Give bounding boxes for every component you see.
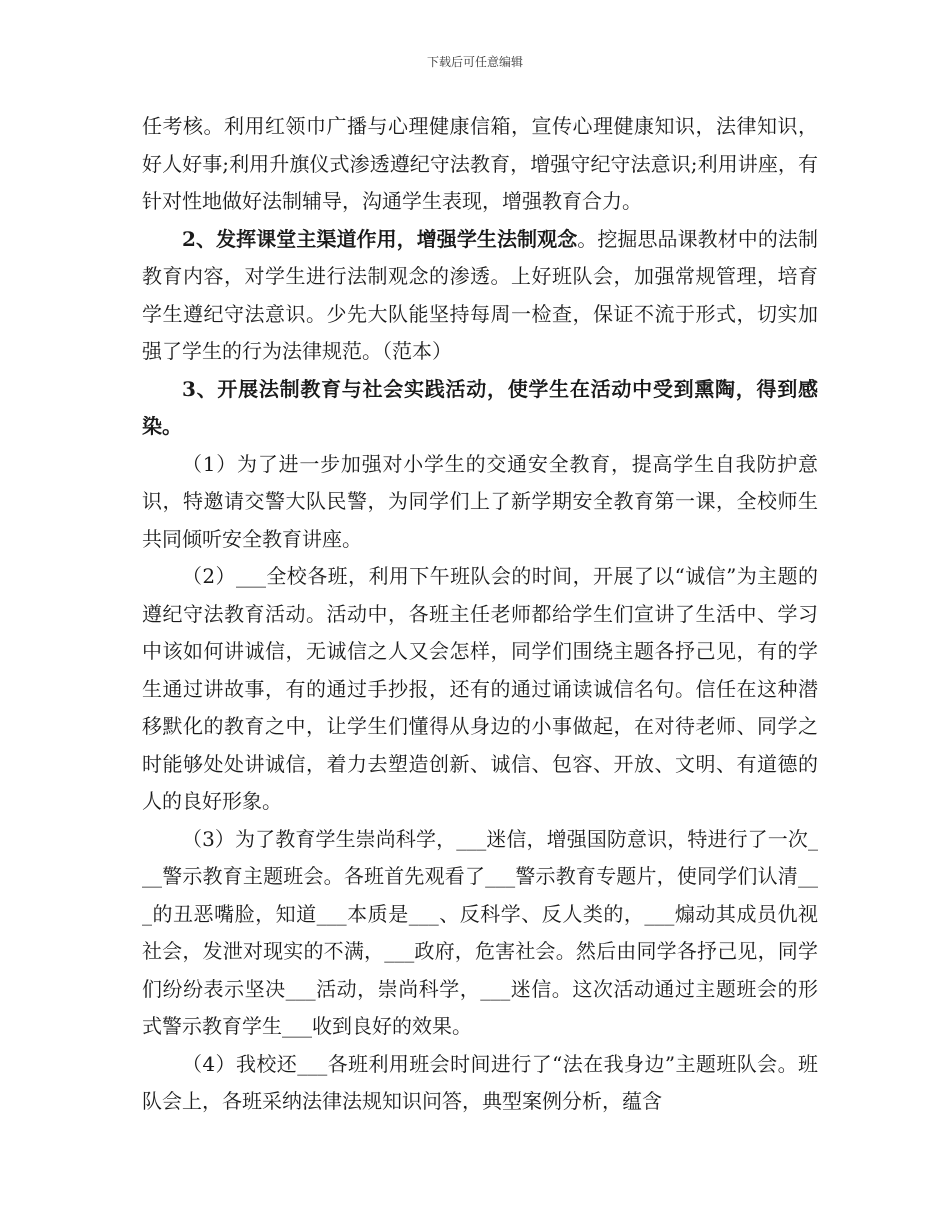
paragraph-1-text: 任考核。利用红领巾广播与心理健康信箱，宣传心理健康知识，法律知识，好人好事;利用升旗仪式渗透遵纪守法教育，增强守纪守法意识;利用讲座，有针对性地做好法制辅导，沟通学生表现，增强教育合力。 [142, 114, 818, 213]
page-header: 下载后可任意编辑 [426, 55, 523, 69]
document-body [142, 108, 818, 1121]
section-heading-3: 3、开展法制教育与社会实践活动，使学生在活动中受到熏陶，得到感染。 [142, 376, 818, 438]
paragraph-1 [142, 108, 818, 221]
section-heading-2: 2、发挥课堂主渠道作用，增强学生法制观念 [182, 226, 578, 251]
paragraph-5 [142, 558, 818, 821]
paragraph-4-text: （1）为了进一步加强对小学生的交通安全教育，提高学生自我防护意识，特邀请交警大队民警，为同学们上了新学期安全教育第一课，全校师生共同倾听安全教育讲座。 [142, 451, 818, 551]
paragraph-6 [142, 821, 818, 1046]
paragraph-7 [142, 1046, 818, 1121]
paragraph-7-text: （4）我校还___各班利用班会时间进行了“法在我身边”主题班队会。班队会上，各班采纳法律法规知识问答，典型案例分析，蕴含 [142, 1051, 818, 1113]
paragraph-5-text: （2）___全校各班，利用下午班队会的时间，开展了以“诚信”为主题的遵纪守法教育活动。活动中，各班主任老师都给学生们宣讲了生活中、学习中该如何讲诚信，无诚信之人又会怎样，同学们围绕主题各抒己见，有的学生通过讲故事，有的通过手抄报，还有的通过诵读诚信名句。信任在这种潜移默化的教育之中，让学生们懂得从身边的小事做起，在对待老师、同学之时能够处处讲诚信，着力去塑造创新、诚信、包容、开放、文明、有道德的人的良好形象。 [142, 564, 818, 813]
paragraph-6-text: （3）为了教育学生崇尚科学，___迷信，增强国防意识，特进行了一次___警示教育主题班会。各班首先观看了___警示教育专题片，使同学们认清___的丑恶嘴脸，知道___本质是___、反科学、反人类的，___煽动其成员仇视社会，发泄对现实的不满，___政府，危害社会。然后由同学各抒己见，同学们纷纷表示坚决___活动，崇尚科学，___迷信。这次活动通过主题班会的形式警示教育学生___收到良好的效果。 [142, 826, 818, 1038]
paragraph-3 [142, 371, 818, 446]
paragraph-2 [142, 221, 818, 371]
paragraph-2-text: 。挖掘思品课教材中的法制教育内容，对学生进行法制观念的渗透。上好班队会，加强常规管理，培育学生遵纪守法意识。少先大队能坚持每周一检查，保证不流于形式，切实加强了学生的行为法律规范。（范本） [142, 226, 819, 363]
paragraph-4 [142, 446, 818, 559]
